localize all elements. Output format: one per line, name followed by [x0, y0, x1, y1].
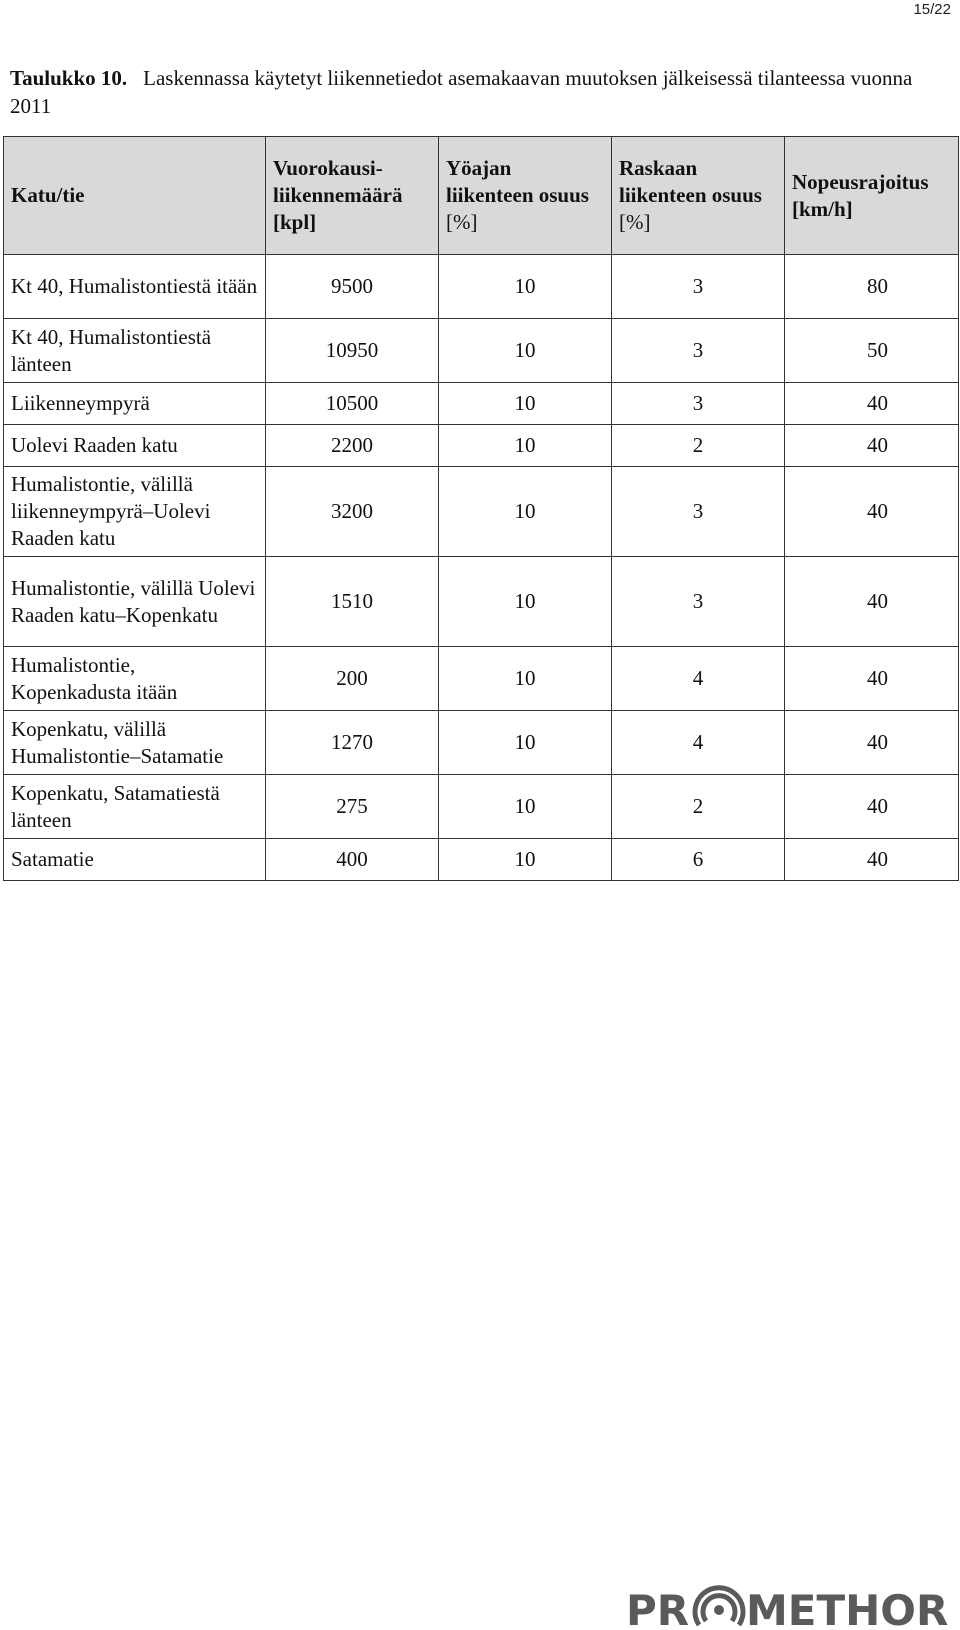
- table-row: [4, 383, 959, 425]
- cell-daily-volume: 2200: [266, 425, 439, 467]
- cell-road: Kopenkatu, Satamatiestä länteen: [4, 775, 266, 839]
- cell-night-share: 10: [439, 467, 612, 557]
- page-number: 15/22: [913, 1, 951, 18]
- table-row: [4, 839, 959, 881]
- cell-daily-volume: 200: [266, 647, 439, 711]
- cell-speed-limit: 40: [785, 647, 959, 711]
- cell-road: Kt 40, Humalistontiestä länteen: [4, 319, 266, 383]
- table-row: [4, 557, 959, 647]
- cell-road: Satamatie: [4, 839, 266, 881]
- cell-speed-limit: 40: [785, 557, 959, 647]
- cell-speed-limit: 40: [785, 839, 959, 881]
- table-row: [4, 319, 959, 383]
- cell-daily-volume: 1270: [266, 711, 439, 775]
- table-row: [4, 255, 959, 319]
- cell-heavy-share: 3: [612, 319, 785, 383]
- cell-road: Kopenkatu, välillä Humalistontie–Satamatie: [4, 711, 266, 775]
- cell-daily-volume: 400: [266, 839, 439, 881]
- caption-text: Laskennassa käytetyt liikennetiedot asemakaavan muutoksen jälkeisessä tilanteessa vuonna 2011: [10, 66, 913, 118]
- table-row: [4, 711, 959, 775]
- cell-heavy-share: 3: [612, 255, 785, 319]
- table-row: [4, 425, 959, 467]
- cell-heavy-share: 6: [612, 839, 785, 881]
- header-road: Katu/tie: [4, 137, 266, 255]
- promethor-logo: [626, 1585, 952, 1629]
- cell-night-share: 10: [439, 775, 612, 839]
- cell-night-share: 10: [439, 647, 612, 711]
- cell-speed-limit: 40: [785, 383, 959, 425]
- table-row: [4, 775, 959, 839]
- cell-speed-limit: 40: [785, 425, 959, 467]
- table-header-row: [4, 137, 959, 255]
- cell-night-share: 10: [439, 383, 612, 425]
- header-daily-volume: Vuorokausi-liikennemäärä [kpl]: [266, 137, 439, 255]
- cell-road: Humalistontie, Kopenkadusta itään: [4, 647, 266, 711]
- cell-heavy-share: 3: [612, 383, 785, 425]
- cell-heavy-share: 3: [612, 467, 785, 557]
- cell-daily-volume: 3200: [266, 467, 439, 557]
- cell-heavy-share: 4: [612, 647, 785, 711]
- cell-heavy-share: 2: [612, 775, 785, 839]
- cell-heavy-share: 2: [612, 425, 785, 467]
- cell-daily-volume: 10500: [266, 383, 439, 425]
- cell-night-share: 10: [439, 425, 612, 467]
- cell-night-share: 10: [439, 839, 612, 881]
- signal-waves-icon: [695, 1588, 743, 1625]
- caption-label: Taulukko 10.: [10, 66, 128, 90]
- header-speed-limit: Nopeusrajoitus [km/h]: [785, 137, 959, 255]
- header-night-share: Yöajan liikenteen osuus [%]: [439, 137, 612, 255]
- cell-road: Humalistontie, välillä liikenneympyrä–Uolevi Raaden katu: [4, 467, 266, 557]
- cell-daily-volume: 9500: [266, 255, 439, 319]
- table-row: [4, 647, 959, 711]
- cell-night-share: 10: [439, 319, 612, 383]
- cell-speed-limit: 40: [785, 775, 959, 839]
- cell-speed-limit: 80: [785, 255, 959, 319]
- cell-night-share: 10: [439, 557, 612, 647]
- cell-speed-limit: 40: [785, 467, 959, 557]
- cell-road: Humalistontie, välillä Uolevi Raaden katu–Kopenkatu: [4, 557, 266, 647]
- cell-road: Kt 40, Humalistontiestä itään: [4, 255, 266, 319]
- cell-daily-volume: 10950: [266, 319, 439, 383]
- cell-road: Liikenneympyrä: [4, 383, 266, 425]
- table-caption: [10, 64, 955, 120]
- traffic-data-table: [3, 136, 959, 881]
- svg-text:METHOR: METHOR: [746, 1586, 949, 1629]
- cell-night-share: 10: [439, 711, 612, 775]
- cell-night-share: 10: [439, 255, 612, 319]
- table-row: [4, 467, 959, 557]
- header-heavy-share: Raskaan liikenteen osuus [%]: [612, 137, 785, 255]
- cell-daily-volume: 275: [266, 775, 439, 839]
- cell-daily-volume: 1510: [266, 557, 439, 647]
- svg-text:PR: PR: [626, 1586, 690, 1629]
- cell-speed-limit: 50: [785, 319, 959, 383]
- cell-road: Uolevi Raaden katu: [4, 425, 266, 467]
- cell-heavy-share: 3: [612, 557, 785, 647]
- cell-speed-limit: 40: [785, 711, 959, 775]
- cell-heavy-share: 4: [612, 711, 785, 775]
